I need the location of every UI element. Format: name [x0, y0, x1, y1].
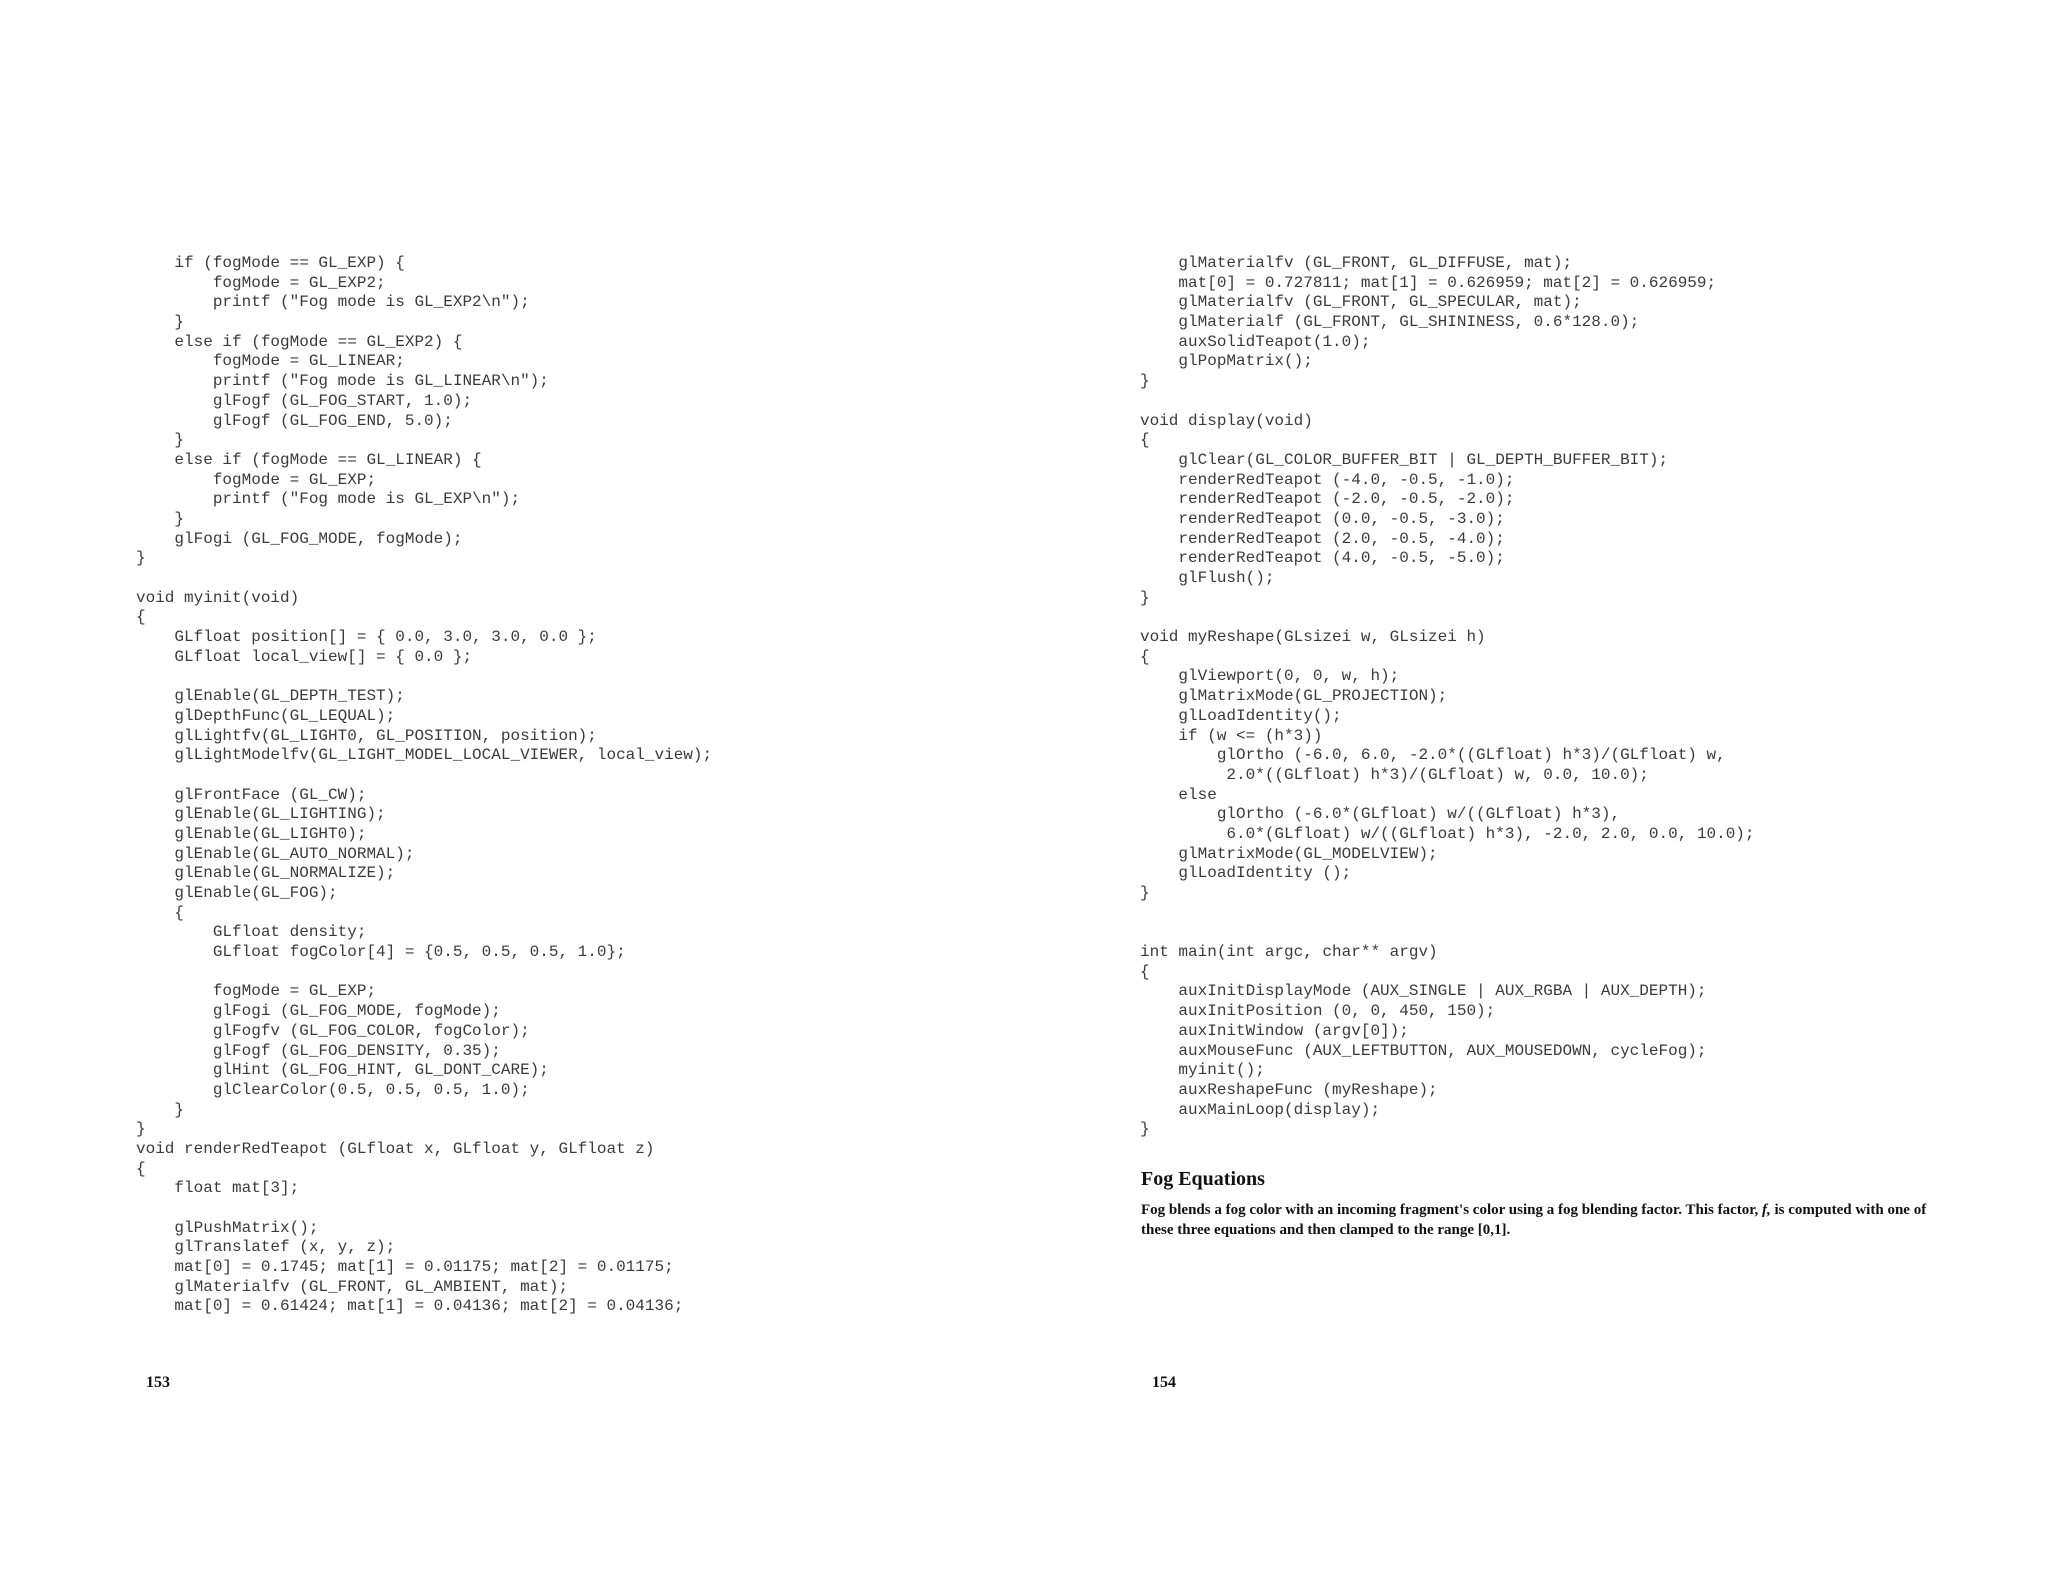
- code-line: renderRedTeapot (0.0, -0.5, -3.0);: [1140, 509, 1505, 528]
- code-line: glLightModelfv(GL_LIGHT_MODEL_LOCAL_VIEWER, local_view);: [136, 746, 713, 765]
- code-line: glOrtho (-6.0*(GLfloat) w/((GLfloat) h*3),: [1140, 805, 1621, 824]
- code-line: GLfloat local_view[] = { 0.0 };: [136, 647, 473, 666]
- code-line: glMatrixMode(GL_PROJECTION);: [1140, 687, 1448, 706]
- code-line: glFlush();: [1140, 569, 1275, 587]
- code-line: }: [136, 1100, 185, 1119]
- code-line: glMaterialfv (GL_FRONT, GL_SPECULAR, mat);: [1140, 293, 1582, 312]
- code-line: auxInitDisplayMode (AUX_SINGLE | AUX_RGBA | AUX_DEPTH);: [1140, 982, 1707, 1001]
- code-line: else if (fogMode == GL_LINEAR) {: [136, 450, 482, 469]
- code-line: {: [1140, 647, 1150, 666]
- code-line: myinit();: [1140, 1061, 1265, 1080]
- code-line: mat[0] = 0.727811; mat[1] = 0.626959; mat[2] = 0.626959;: [1140, 273, 1717, 292]
- code-line: glMaterialf (GL_FRONT, GL_SHININESS, 0.6*128.0);: [1140, 313, 1640, 332]
- code-line: {: [136, 1159, 146, 1178]
- code-line: auxInitWindow (argv[0]);: [1140, 1021, 1409, 1040]
- section-heading: Fog Equations: [1141, 1168, 1265, 1190]
- code-line: {: [1140, 431, 1150, 450]
- code-line: glPushMatrix();: [136, 1218, 319, 1237]
- code-line: }: [136, 1120, 146, 1139]
- code-line: void renderRedTeapot (GLfloat x, GLfloat y, GLfloat z): [136, 1139, 655, 1158]
- code-line: glOrtho (-6.0, 6.0, -2.0*((GLfloat) h*3)/(GLfloat) w,: [1140, 746, 1726, 765]
- body-text-part-2: is computed with one of these three equations and then clamped to the range [0,1].: [1141, 1202, 1927, 1238]
- code-line: auxReshapeFunc (myReshape);: [1140, 1080, 1438, 1099]
- code-line: renderRedTeapot (-4.0, -0.5, -1.0);: [1140, 470, 1515, 489]
- code-line: renderRedTeapot (2.0, -0.5, -4.0);: [1140, 529, 1505, 548]
- code-line: GLfloat fogColor[4] = {0.5, 0.5, 0.5, 1.0};: [136, 943, 626, 962]
- code-line: }: [1140, 1120, 1150, 1139]
- code-line: glHint (GL_FOG_HINT, GL_DONT_CARE);: [136, 1061, 549, 1080]
- code-line: glFogf (GL_FOG_START, 1.0);: [136, 391, 473, 410]
- code-line: glFogi (GL_FOG_MODE, fogMode);: [136, 529, 463, 548]
- code-line: {: [136, 903, 185, 922]
- code-line: }: [136, 509, 185, 528]
- code-line: if (fogMode == GL_EXP) {: [136, 254, 405, 272]
- code-line: glViewport(0, 0, w, h);: [1140, 667, 1400, 686]
- code-line: }: [1140, 372, 1150, 391]
- code-line: fogMode = GL_EXP;: [136, 470, 377, 489]
- code-line: else if (fogMode == GL_EXP2) {: [136, 332, 463, 351]
- code-line: void myReshape(GLsizei w, GLsizei h): [1140, 628, 1486, 647]
- code-line: glPopMatrix();: [1140, 352, 1313, 371]
- code-line: glFogi (GL_FOG_MODE, fogMode);: [136, 1002, 501, 1021]
- code-line: auxMainLoop(display);: [1140, 1100, 1381, 1119]
- code-line: void display(void): [1140, 411, 1313, 430]
- code-line: [1140, 923, 1755, 943]
- code-line: {: [136, 608, 146, 627]
- code-line: GLfloat density;: [136, 923, 367, 942]
- code-line: renderRedTeapot (-2.0, -0.5, -2.0);: [1140, 490, 1515, 509]
- code-line: fogMode = GL_EXP2;: [136, 273, 386, 292]
- code-line: glClear(GL_COLOR_BUFFER_BIT | GL_DEPTH_BUFFER_BIT);: [1140, 450, 1669, 469]
- code-listing-left: [136, 254, 712, 1317]
- code-line: glMaterialfv (GL_FRONT, GL_DIFFUSE, mat);: [1140, 254, 1573, 272]
- code-line: }: [136, 549, 146, 568]
- code-line: }: [136, 431, 185, 450]
- code-line: glEnable(GL_LIGHTING);: [136, 805, 386, 824]
- code-line: printf ("Fog mode is GL_EXP\n");: [136, 490, 521, 509]
- code-line: GLfloat position[] = { 0.0, 3.0, 3.0, 0.0 };: [136, 628, 597, 647]
- code-line: else: [1140, 785, 1217, 804]
- code-line: glLightfv(GL_LIGHT0, GL_POSITION, position);: [136, 726, 597, 745]
- code-line: [1140, 608, 1755, 628]
- code-line: glEnable(GL_AUTO_NORMAL);: [136, 844, 415, 863]
- code-line: 6.0*(GLfloat) w/((GLfloat) h*3), -2.0, 2.0, 0.0, 10.0);: [1140, 824, 1755, 843]
- code-line: fogMode = GL_EXP;: [136, 982, 377, 1001]
- code-line: float mat[3];: [136, 1179, 300, 1198]
- code-line: glFogf (GL_FOG_END, 5.0);: [136, 411, 453, 430]
- code-line: {: [1140, 962, 1150, 981]
- code-line: [1140, 904, 1755, 924]
- page-number-right: 154: [1152, 1374, 1176, 1391]
- code-line: auxMouseFunc (AUX_LEFTBUTTON, AUX_MOUSEDOWN, cycleFog);: [1140, 1041, 1707, 1060]
- code-line: glEnable(GL_FOG);: [136, 884, 338, 902]
- code-line: if (w <= (h*3)): [1140, 726, 1323, 745]
- code-line: mat[0] = 0.61424; mat[1] = 0.04136; mat[2] = 0.04136;: [136, 1297, 684, 1316]
- code-listing-right: [1140, 254, 1755, 1140]
- body-text-part-1: Fog blends a fog color with an incoming fragment's color using a fog blending factor. This factor,: [1141, 1202, 1763, 1218]
- code-line: glDepthFunc(GL_LEQUAL);: [136, 706, 396, 725]
- body-text-italic-factor: f,: [1762, 1202, 1771, 1218]
- code-line: glLoadIdentity();: [1140, 706, 1342, 725]
- code-line: }: [1140, 588, 1150, 607]
- code-line: [1140, 392, 1755, 412]
- code-line: auxSolidTeapot(1.0);: [1140, 332, 1371, 351]
- code-line: glLoadIdentity ();: [1140, 864, 1352, 883]
- code-line: glMaterialfv (GL_FRONT, GL_AMBIENT, mat);: [136, 1277, 569, 1296]
- page-number-left: 153: [146, 1374, 170, 1391]
- code-line: [136, 569, 712, 589]
- section-body-paragraph: [1141, 1200, 1931, 1240]
- right-page: [1024, 0, 2048, 1582]
- code-line: void myinit(void): [136, 588, 300, 607]
- code-line: [136, 667, 712, 687]
- code-line: printf ("Fog mode is GL_EXP2\n");: [136, 293, 530, 312]
- code-line: glFogfv (GL_FOG_COLOR, fogColor);: [136, 1021, 530, 1040]
- code-line: glEnable(GL_LIGHT0);: [136, 824, 367, 843]
- code-line: glEnable(GL_NORMALIZE);: [136, 864, 396, 883]
- code-line: mat[0] = 0.1745; mat[1] = 0.01175; mat[2] = 0.01175;: [136, 1258, 674, 1277]
- code-line: glFogf (GL_FOG_DENSITY, 0.35);: [136, 1041, 501, 1060]
- code-line: [136, 963, 712, 983]
- code-line: fogMode = GL_LINEAR;: [136, 352, 405, 371]
- code-line: auxInitPosition (0, 0, 450, 150);: [1140, 1002, 1496, 1021]
- code-line: int main(int argc, char** argv): [1140, 943, 1438, 962]
- code-line: }: [1140, 884, 1150, 902]
- code-line: [136, 1199, 712, 1219]
- code-line: glEnable(GL_DEPTH_TEST);: [136, 687, 405, 706]
- code-line: glMatrixMode(GL_MODELVIEW);: [1140, 844, 1438, 863]
- code-line: glTranslatef (x, y, z);: [136, 1238, 396, 1257]
- code-line: [136, 766, 712, 786]
- code-line: printf ("Fog mode is GL_LINEAR\n");: [136, 372, 549, 391]
- code-line: 2.0*((GLfloat) h*3)/(GLfloat) w, 0.0, 10.0);: [1140, 765, 1649, 784]
- code-line: renderRedTeapot (4.0, -0.5, -5.0);: [1140, 549, 1505, 568]
- code-line: }: [136, 313, 185, 332]
- code-line: glFrontFace (GL_CW);: [136, 785, 367, 804]
- code-line: glClearColor(0.5, 0.5, 0.5, 1.0);: [136, 1080, 530, 1099]
